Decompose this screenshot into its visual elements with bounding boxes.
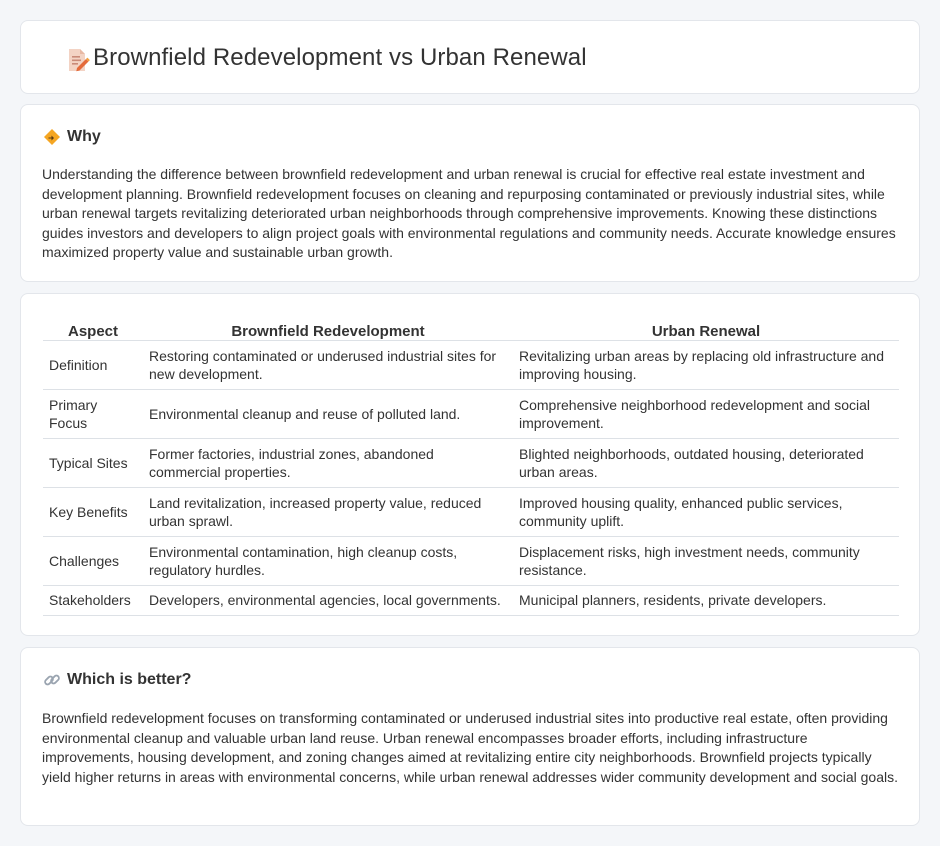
row-brownfield: Environmental cleanup and reuse of polluted land.: [143, 389, 513, 438]
why-heading: [43, 128, 101, 146]
table-row: [43, 487, 899, 536]
row-urban-renewal: Blighted neighborhoods, outdated housing, deteriorated urban areas.: [513, 438, 899, 487]
row-urban-renewal: Municipal planners, residents, private developers.: [513, 585, 899, 615]
which-text: Brownfield redevelopment focuses on transforming contaminated or underused industrial sites into productive real estate, often providing environmental cleanup and valuable urban land reuse. Urban renewal encompasses broader efforts, including infrastructure improvements, housing development, and zoning changes aimed at revitalizing entire city neighborhoods. Brownfield projects typically yield higher returns in areas with environmental concerns, while urban renewal addresses wider community development and social goals.: [42, 710, 898, 785]
header-card: [20, 20, 920, 94]
row-aspect: Key Benefits: [43, 487, 143, 536]
row-aspect: Challenges: [43, 536, 143, 585]
row-urban-renewal: Improved housing quality, enhanced public services, community uplift.: [513, 487, 899, 536]
row-aspect: Primary Focus: [43, 389, 143, 438]
table-row: [43, 340, 899, 389]
header-brownfield: Brownfield Redevelopment: [143, 314, 513, 340]
page-title: Brownfield Redevelopment vs Urban Renewal: [93, 44, 587, 71]
comparison-section: [20, 293, 920, 636]
row-urban-renewal: Comprehensive neighborhood redevelopment and social improvement.: [513, 389, 899, 438]
why-title: Why: [67, 128, 101, 145]
row-brownfield: Land revitalization, increased property value, reduced urban sprawl.: [143, 487, 513, 536]
diamond-arrows-icon: [43, 128, 61, 146]
which-section: [20, 647, 920, 826]
link-icon: [43, 671, 61, 689]
row-aspect: Definition: [43, 340, 143, 389]
header-aspect: Aspect: [43, 314, 143, 340]
row-urban-renewal: Revitalizing urban areas by replacing old infrastructure and improving housing.: [513, 340, 899, 389]
table-header-row: [43, 314, 899, 340]
header-urban-renewal: Urban Renewal: [513, 314, 899, 340]
comparison-table: [43, 314, 899, 616]
why-text: Understanding the difference between brownfield redevelopment and urban renewal is crucial for effective real estate investment and development planning. Brownfield redevelopment focuses on cleaning and repurposing contaminated or previously industrial sites, while urban renewal targets revitalizing deteriorated urban neighborhoods through comprehensive improvements. Knowing these distinctions guides investors and developers to align project goals with environmental regulations and community needs. Accurate knowledge ensures maximized property value and sustainable urban growth.: [42, 166, 896, 261]
row-brownfield: Restoring contaminated or underused industrial sites for new development.: [143, 340, 513, 389]
row-aspect: Typical Sites: [43, 438, 143, 487]
why-section: [20, 104, 920, 282]
table-row: [43, 389, 899, 438]
which-title: Which is better?: [67, 671, 192, 688]
row-urban-renewal: Displacement risks, high investment needs, community resistance.: [513, 536, 899, 585]
row-brownfield: Developers, environmental agencies, local governments.: [143, 585, 513, 615]
table-row: [43, 536, 899, 585]
row-aspect: Stakeholders: [43, 585, 143, 615]
document-pencil-icon: [65, 47, 91, 73]
table-row: [43, 438, 899, 487]
row-brownfield: Former factories, industrial zones, abandoned commercial properties.: [143, 438, 513, 487]
which-heading: [43, 671, 191, 689]
table-row: [43, 585, 899, 615]
row-brownfield: Environmental contamination, high cleanup costs, regulatory hurdles.: [143, 536, 513, 585]
